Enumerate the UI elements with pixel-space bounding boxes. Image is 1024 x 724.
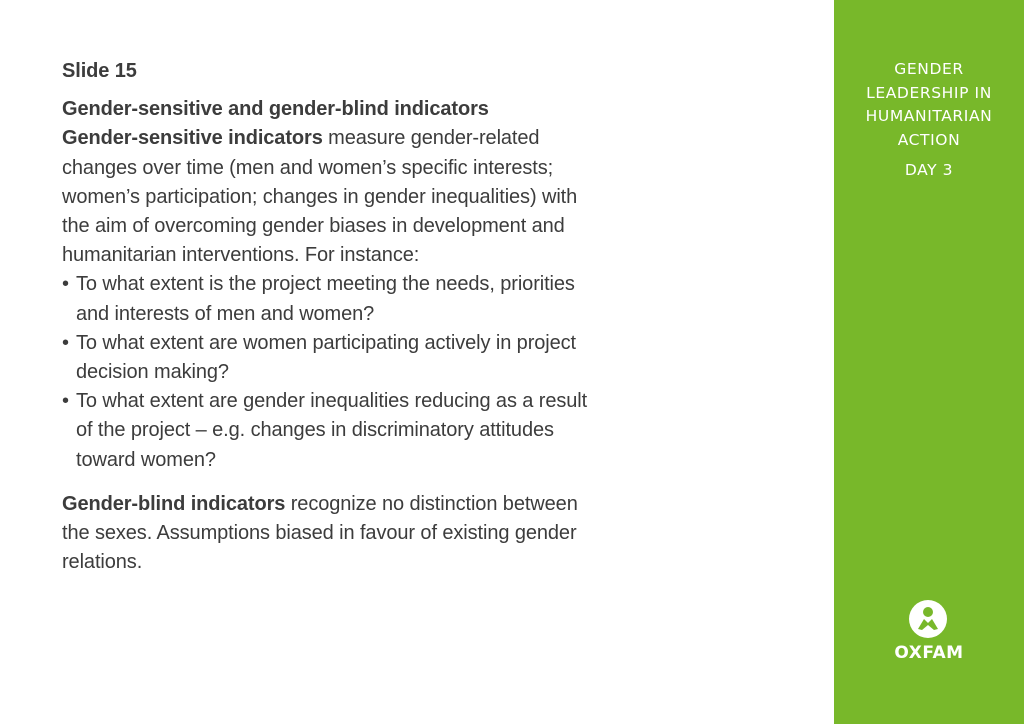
gender-blind-term: Gender-blind indicators [62,492,286,515]
day-label: DAY 3 [904,161,954,179]
slide-heading: Gender-sensitive and gender-blind indicators [62,98,489,121]
example-questions-list [62,270,602,474]
list-item: • To what extent are women participating actively in project decision making? [62,329,602,387]
gender-blind-paragraph [62,490,602,578]
course-title-line: GENDER [894,60,964,78]
oxfam-logo-text: OXFAM [894,643,964,663]
list-item: • To what extent is the project meeting the needs, priorities and interests of men and women? [62,270,602,328]
course-title-line: LEADERSHIP IN [866,83,992,102]
slide-content [62,57,602,577]
course-title [834,58,1024,183]
oxfam-logo-icon [908,599,948,639]
gender-sensitive-term: Gender-sensitive indicators [62,127,323,150]
gender-blind-text: recognize no distinction between the sexes. Assumptions biased in favour of existing gender relations. [62,492,578,574]
slide-number: Slide 15 [62,60,137,82]
course-title-line: ACTION [897,130,961,149]
gender-sensitive-text: measure gender-related changes over time (men and women’s specific interests; women’s participation; changes in gender inequalities) with the aim of overcoming gender biases in development and humanitarian interventions. For instance: [62,127,578,267]
gender-sensitive-paragraph [62,124,602,270]
course-title-line: HUMANITARIAN [865,107,993,125]
list-item: • To what extent are gender inequalities reducing as a result of the project – e.g. changes in discriminatory attitudes toward women? [62,387,602,475]
